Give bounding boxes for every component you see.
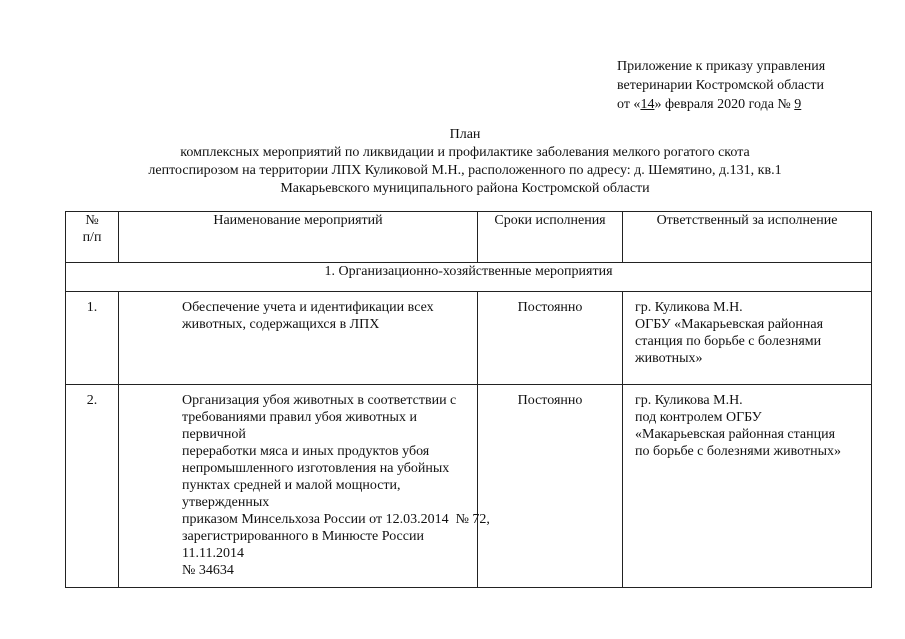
responsible-line: гр. Куликова М.Н. [635, 300, 743, 315]
table-header-row [66, 212, 872, 263]
document-title [60, 126, 870, 198]
header-num [66, 212, 119, 263]
appendix-line-3 [617, 95, 897, 114]
responsible-line: гр. Куликова М.Н. [635, 393, 743, 408]
task-line: Организация убоя животных в соответствии с [182, 393, 457, 408]
row-task [119, 385, 490, 588]
table-row [66, 385, 872, 588]
task-line: животных, содержащихся в ЛПХ [182, 317, 380, 332]
responsible-line: под контролем ОГБУ [635, 410, 762, 425]
order-date-middle: » февраля 2020 года № [654, 97, 795, 112]
row-term: Постоянно [478, 292, 623, 385]
task-line: № 34634 [182, 563, 234, 578]
appendix-header [617, 57, 897, 114]
order-date-prefix: от « [617, 97, 641, 112]
header-num-line-1: № [85, 213, 99, 228]
order-number: 9 [794, 97, 802, 112]
responsible-line: станция по борьбе с болезнями [635, 334, 822, 349]
title-line-1: комплексных мероприятий по ликвидации и профилактике заболевания мелкого рогатого скота [180, 145, 750, 160]
header-term: Сроки исполнения [478, 212, 623, 263]
header-responsible: Ответственный за исполнение [623, 212, 872, 263]
row-number: 1. [66, 292, 119, 385]
task-line: приказом Минсельхоза России от 12.03.2014 № 72, [182, 512, 490, 527]
appendix-line-2: ветеринарии Костромской области [617, 78, 824, 93]
table-row [66, 292, 872, 385]
task-line: пунктах средней и малой мощности, утвержденных [182, 478, 401, 510]
section-title: 1. Организационно-хозяйственные мероприятия [66, 263, 872, 292]
order-day: 14 [640, 97, 655, 112]
title-heading: План [449, 127, 481, 142]
task-line: непромышленного изготовления на убойных [182, 461, 450, 476]
row-number: 2. [66, 385, 119, 588]
header-num-line-2: п/п [82, 230, 102, 245]
task-line: зарегистрированного в Минюсте России 11.11.2014 [182, 529, 424, 561]
title-line-3: Макарьевского муниципального района Костромской области [280, 181, 650, 196]
row-responsible [623, 385, 872, 588]
section-row [66, 263, 872, 292]
appendix-line-1: Приложение к приказу управления [617, 59, 826, 74]
responsible-line: «Макарьевская районная станция [635, 427, 836, 442]
task-line: Обеспечение учета и идентификации всех [182, 300, 434, 315]
row-task [119, 292, 478, 385]
title-line-2: лептоспирозом на территории ЛПХ Куликовой М.Н., расположенного по адресу: д. Шемятино, д.131, кв.1 [148, 163, 782, 178]
responsible-line: ОГБУ «Макарьевская районная [635, 317, 824, 332]
responsible-line: животных» [635, 351, 703, 366]
task-line: переработки мяса и иных продуктов убоя [182, 444, 430, 459]
task-line: требованиями правил убоя животных и первичной [182, 410, 417, 442]
row-term: Постоянно [478, 385, 623, 588]
row-responsible [623, 292, 872, 385]
header-name: Наименование мероприятий [119, 212, 478, 263]
responsible-line: по борьбе с болезнями животных» [635, 444, 842, 459]
plan-table [65, 211, 872, 588]
